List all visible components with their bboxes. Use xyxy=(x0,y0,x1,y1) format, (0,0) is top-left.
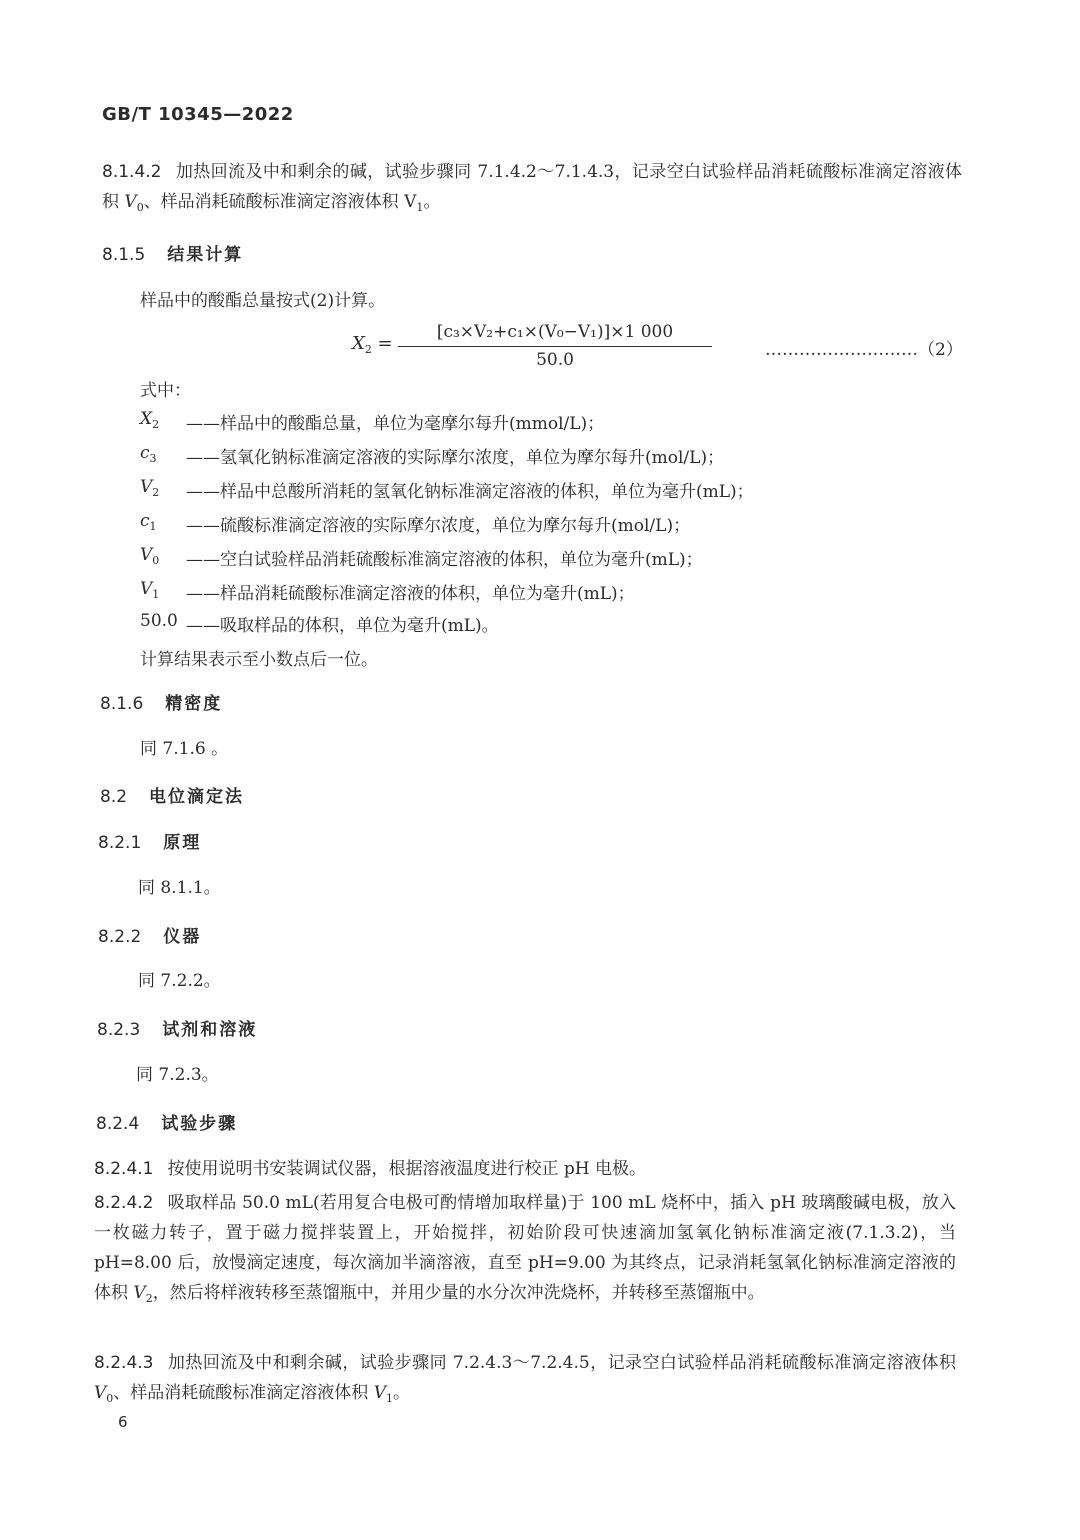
heading-8-2-1 xyxy=(98,828,201,853)
standard-number: GB/T 10345—2022 xyxy=(102,104,294,125)
clause-text-c: 。 xyxy=(423,192,441,212)
formula-lhs-var: X xyxy=(352,333,365,354)
symbol-sub: 2 xyxy=(152,486,160,499)
var-v2: V xyxy=(133,1283,146,1303)
heading-number: 8.2 xyxy=(100,787,128,807)
formula-lhs xyxy=(352,333,393,354)
heading-title: 精密度 xyxy=(165,694,223,714)
paragraph-8-2-4-1 xyxy=(94,1154,954,1184)
var-v0: V xyxy=(94,1383,107,1403)
symbol-sub: 2 xyxy=(152,418,160,431)
heading-title: 结果计算 xyxy=(167,245,244,265)
same-as-7-2-3: 同 7.2.3。 xyxy=(136,1065,219,1085)
clause-text: 加热回流及中和剩余碱，试验步骤同 7.2.4.3～7.2.4.5，记录空白试验样品消耗硫酸标准滴定溶液体积 xyxy=(167,1353,956,1373)
variable-definition: ——样品中的酸酯总量，单位为毫摩尔每升(mmol/L)； xyxy=(186,414,605,434)
heading-8-2-4 xyxy=(96,1109,237,1134)
calc-intro: 样品中的酸酯总量按式(2)计算。 xyxy=(140,291,386,311)
variable-definition: ——样品中总酸所消耗的氢氧化钠标准滴定溶液的体积，单位为毫升(mL)； xyxy=(186,482,754,502)
variable-definition: ——硫酸标准滴定溶液的实际摩尔浓度，单位为摩尔每升(mol/L)； xyxy=(186,516,691,536)
variable-definition: ——吸取样品的体积，单位为毫升(mL)。 xyxy=(186,616,499,636)
heading-title: 电位滴定法 xyxy=(149,787,245,807)
heading-8-2-3 xyxy=(97,1015,257,1040)
clause-number: 8.2.4.2 xyxy=(94,1193,154,1213)
clause-text-b: 、样品消耗硫酸标准滴定溶液体积 xyxy=(113,1383,374,1403)
formula-lhs-sub: 2 xyxy=(364,343,372,356)
symbol-sub: 1 xyxy=(149,520,157,533)
symbol-sub: 3 xyxy=(149,452,157,465)
formula-eq: = xyxy=(371,333,393,354)
formula-fraction xyxy=(398,318,712,371)
same-as-7-1-6: 同 7.1.6 。 xyxy=(140,739,229,759)
clause-number: 8.1.4.2 xyxy=(102,162,162,182)
variable-definition: ——氢氧化钠标准滴定溶液的实际摩尔浓度，单位为摩尔每升(mol/L)； xyxy=(186,448,725,468)
clause-number: 8.2.4.3 xyxy=(94,1353,154,1373)
clause-number: 8.2.4.1 xyxy=(94,1159,154,1179)
symbol-text: V xyxy=(140,477,153,497)
paragraph-8-2-4-2 xyxy=(94,1188,956,1310)
clause-text: 吸取样品 50.0 mL(若用复合电极可酌情增加取样量)于 100 mL 烧杯中，插入 pH 玻璃酸碱电极，放入一枚磁力转子，置于磁力搅拌装置上，开始搅拌，初始阶段可快速滴加氢氧化钠标准滴定液(7.1.3.2)，当 pH=8.00 后，放慢滴定速度，每次滴加半滴溶液，直至 pH=9.00 为其终点，记录消耗氢氧化钠标准滴定溶液的体积 xyxy=(94,1193,956,1303)
symbol-text: c xyxy=(140,443,150,463)
var-v0-sub: 0 xyxy=(136,201,144,214)
page-number: 6 xyxy=(118,1413,128,1431)
heading-8-2 xyxy=(100,782,244,807)
heading-title: 原理 xyxy=(163,833,202,853)
heading-8-2-2 xyxy=(98,922,201,947)
where-label: 式中： xyxy=(140,381,191,401)
heading-number: 8.1.6 xyxy=(100,694,144,714)
heading-title: 试验步骤 xyxy=(161,1114,238,1134)
calc-result-note: 计算结果表示至小数点后一位。 xyxy=(140,650,378,670)
clause-text-b: ，然后将样液转移至蒸馏瓶中，并用少量的水分次冲洗烧杯，并转移至蒸馏瓶中。 xyxy=(152,1283,765,1303)
variable-definition: ——样品消耗硫酸标准滴定溶液的体积，单位为毫升(mL)； xyxy=(186,584,635,604)
symbol-text: X xyxy=(140,409,153,429)
symbol-sub: 0 xyxy=(152,554,160,567)
clause-text: 按使用说明书安装调试仪器，根据溶液温度进行校正 pH 电极。 xyxy=(167,1159,646,1179)
var-v0-sub: 0 xyxy=(106,1392,114,1405)
same-as-7-2-2: 同 7.2.2。 xyxy=(138,971,221,991)
symbol-sub: 1 xyxy=(152,588,160,601)
heading-number: 8.2.3 xyxy=(97,1020,141,1040)
same-as-8-1-1: 同 8.1.1。 xyxy=(138,878,221,898)
formula-denominator: 50.0 xyxy=(536,350,574,370)
clause-text-c: 。 xyxy=(392,1383,410,1403)
heading-title: 仪器 xyxy=(163,927,202,947)
var-v2-sub: 2 xyxy=(145,1292,153,1305)
heading-number: 8.2.1 xyxy=(98,833,142,853)
heading-title: 试剂和溶液 xyxy=(162,1020,258,1040)
var-v1: V xyxy=(373,1383,386,1403)
var-v1-sub: 1 xyxy=(385,1392,393,1405)
formula-numerator: [c₃×V₂+c₁×(V₀−V₁)]×1 000 xyxy=(436,322,674,342)
heading-8-1-6 xyxy=(100,689,222,714)
equation-number: ………………………（2） xyxy=(765,340,963,360)
paragraph-8-2-4-3 xyxy=(94,1348,956,1410)
heading-8-1-5 xyxy=(102,240,243,265)
var-v0: V xyxy=(124,192,137,212)
heading-number: 8.2.2 xyxy=(98,927,142,947)
var-v1-sub: 1 xyxy=(416,201,424,214)
symbol-text: V xyxy=(140,545,153,565)
heading-number: 8.2.4 xyxy=(96,1114,140,1134)
variable-definition: ——空白试验样品消耗硫酸标准滴定溶液的体积，单位为毫升(mL)； xyxy=(186,550,703,570)
paragraph-8-1-4-2 xyxy=(102,157,962,219)
fraction-bar xyxy=(398,346,712,347)
symbol-text: c xyxy=(140,511,150,531)
clause-text: 加热回流及中和剩余的碱，试验步骤同 7.1.4.2～7.1.4.3，记录空白试验样品消耗硫酸标准滴定溶液体积 xyxy=(102,162,962,212)
heading-number: 8.1.5 xyxy=(102,245,146,265)
clause-text-b: 、样品消耗硫酸标准滴定溶液体积 V xyxy=(143,192,417,212)
symbol-text: V xyxy=(140,579,153,599)
symbol-text: 50.0 xyxy=(140,611,178,631)
